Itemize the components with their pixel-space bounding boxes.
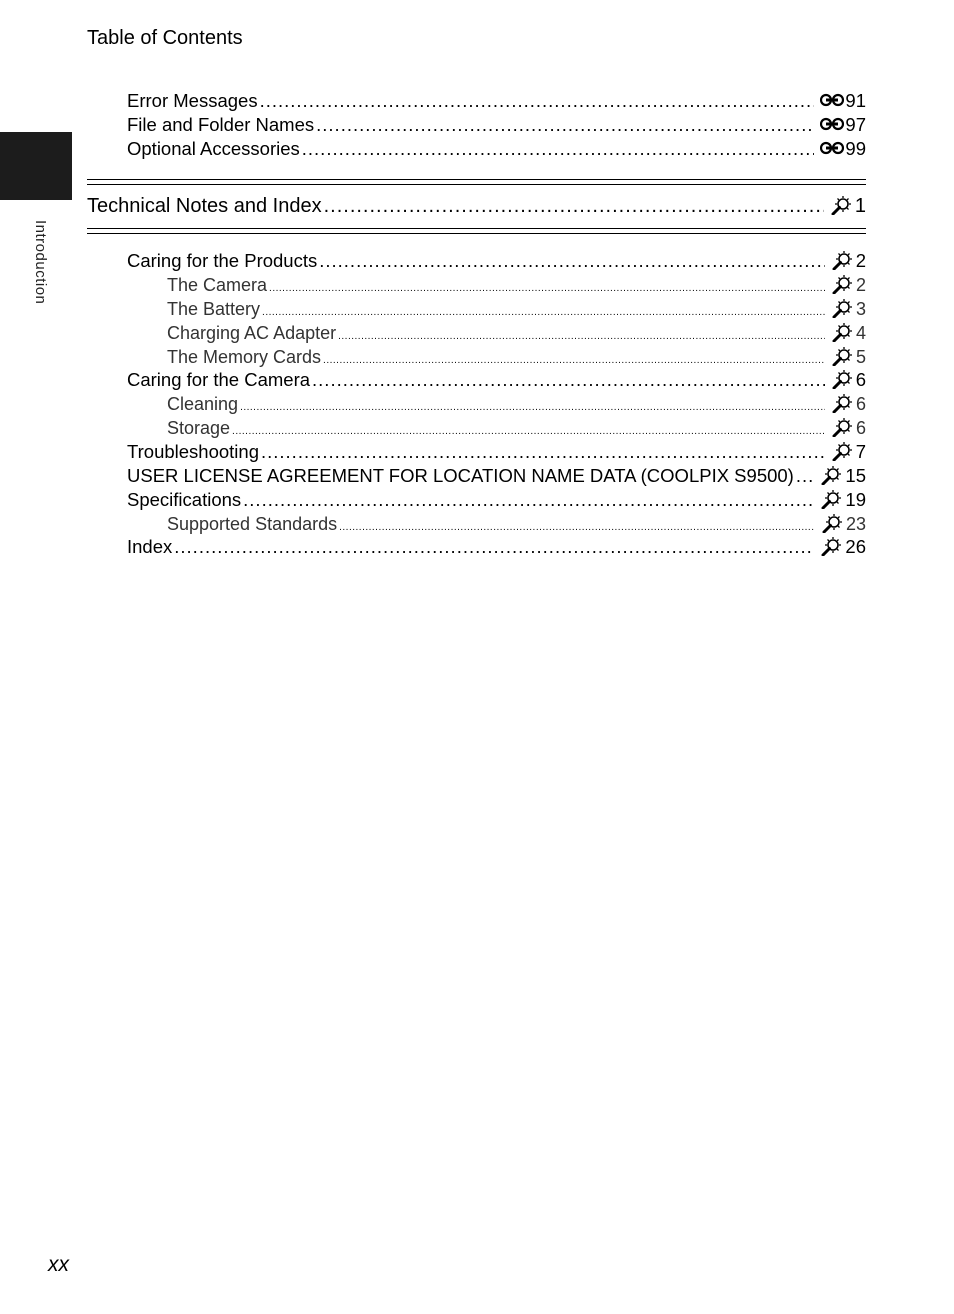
technical-notes-icon <box>820 465 844 485</box>
technical-notes-icon <box>831 441 855 461</box>
dot-leader <box>302 138 815 160</box>
toc-page-number: 19 <box>845 489 866 510</box>
divider <box>87 233 866 234</box>
toc-subentry[interactable] <box>167 414 866 439</box>
toc-entry-label: Optional Accessories <box>127 138 300 159</box>
toc-page-number: 4 <box>855 323 866 343</box>
toc-section-label: Technical Notes and Index <box>87 195 322 217</box>
technical-notes-icon <box>821 513 845 533</box>
section-tab <box>0 132 72 200</box>
toc-subentry[interactable] <box>167 271 866 296</box>
dot-leader <box>261 441 825 463</box>
dot-leader <box>262 307 825 318</box>
technical-notes-icon <box>831 369 855 389</box>
toc-page-number: 3 <box>855 299 866 319</box>
toc-entry-label: Index <box>127 536 173 557</box>
toc-page-number: 2 <box>855 275 866 295</box>
toc-entry-label: File and Folder Names <box>127 114 315 135</box>
toc-entry[interactable] <box>127 438 866 463</box>
dot-leader <box>312 369 825 391</box>
divider <box>87 228 866 229</box>
toc-page-number: 99 <box>845 138 866 159</box>
toc-page-number: 6 <box>855 394 866 414</box>
toc-page-number: 5 <box>855 347 866 367</box>
technical-notes-icon <box>831 322 855 342</box>
toc-page-number: 23 <box>845 514 866 534</box>
technical-notes-icon <box>831 417 855 437</box>
toc-entry-label: The Memory Cards <box>167 347 322 367</box>
toc-page-number: 26 <box>845 536 866 557</box>
toc-entry-label: Supported Standards <box>167 514 338 534</box>
toc-page-number: 1 <box>854 195 866 217</box>
technical-notes-icon <box>830 195 854 215</box>
toc-page-number: 2 <box>855 250 866 271</box>
toc-page-number: 91 <box>845 90 866 111</box>
toc-entry-error-messages[interactable] <box>127 87 866 112</box>
toc-entry-label: Caring for the Camera <box>127 369 311 390</box>
dot-leader <box>339 522 815 533</box>
toc-entry-label: USER LICENSE AGREEMENT FOR LOCATION NAME DATA (COOLPIX S9500) <box>127 465 794 486</box>
technical-notes-icon <box>831 393 855 413</box>
technical-notes-icon <box>831 250 855 270</box>
toc-entry-label: The Battery <box>167 299 261 319</box>
toc-entry-label: Specifications <box>127 489 242 510</box>
dot-leader <box>232 426 825 437</box>
toc-entry[interactable] <box>127 486 866 511</box>
technical-notes-icon <box>831 274 855 294</box>
dot-leader <box>240 402 825 413</box>
toc-entry[interactable] <box>127 462 866 487</box>
dot-leader <box>319 250 824 272</box>
toc-entry-label: Cleaning <box>167 394 239 414</box>
divider <box>87 179 866 180</box>
dot-leader <box>174 536 814 558</box>
reference-section-icon <box>820 90 844 110</box>
toc-entry[interactable] <box>127 533 866 558</box>
toc-entry-label: Caring for the Products <box>127 250 318 271</box>
dot-leader <box>243 489 814 511</box>
technical-notes-icon <box>820 489 844 509</box>
toc-page-number: 15 <box>845 465 866 486</box>
toc-section-technical-notes[interactable] <box>87 192 866 218</box>
dot-leader <box>323 355 825 366</box>
toc-subentry[interactable] <box>167 390 866 415</box>
technical-notes-icon <box>831 298 855 318</box>
toc-entry-label: Storage <box>167 418 231 438</box>
reference-section-icon <box>820 138 844 158</box>
dot-leader <box>269 283 825 294</box>
toc-subentry[interactable] <box>167 319 866 344</box>
technical-notes-icon <box>820 536 844 556</box>
toc-entry[interactable] <box>127 247 866 272</box>
page-number: xx <box>48 1253 69 1276</box>
page-title: Table of Contents <box>87 27 243 49</box>
dot-leader <box>796 465 815 487</box>
toc-page-number: 97 <box>845 114 866 135</box>
dot-leader <box>316 114 814 136</box>
dot-leader <box>324 195 824 218</box>
toc-entry-label: The Camera <box>167 275 268 295</box>
technical-notes-icon <box>831 346 855 366</box>
toc-entry-label: Charging AC Adapter <box>167 323 337 343</box>
toc-subentry[interactable] <box>167 295 866 320</box>
toc-subentry[interactable] <box>167 510 866 535</box>
divider <box>87 184 866 185</box>
toc-page-number: 6 <box>855 369 866 390</box>
reference-section-icon <box>820 114 844 134</box>
toc-page-number: 6 <box>855 418 866 438</box>
toc-entry-optional-accessories[interactable] <box>127 135 866 160</box>
toc-entry-label: Troubleshooting <box>127 441 259 462</box>
dot-leader <box>260 90 815 112</box>
dot-leader <box>338 331 825 342</box>
toc-entry[interactable] <box>127 366 866 391</box>
toc-entry-label: Error Messages <box>127 90 258 111</box>
toc-subentry[interactable] <box>167 343 866 368</box>
toc-page-number: 7 <box>855 441 866 462</box>
toc-entry-file-folder-names[interactable] <box>127 111 866 136</box>
section-tab-label: Introduction <box>32 220 49 305</box>
